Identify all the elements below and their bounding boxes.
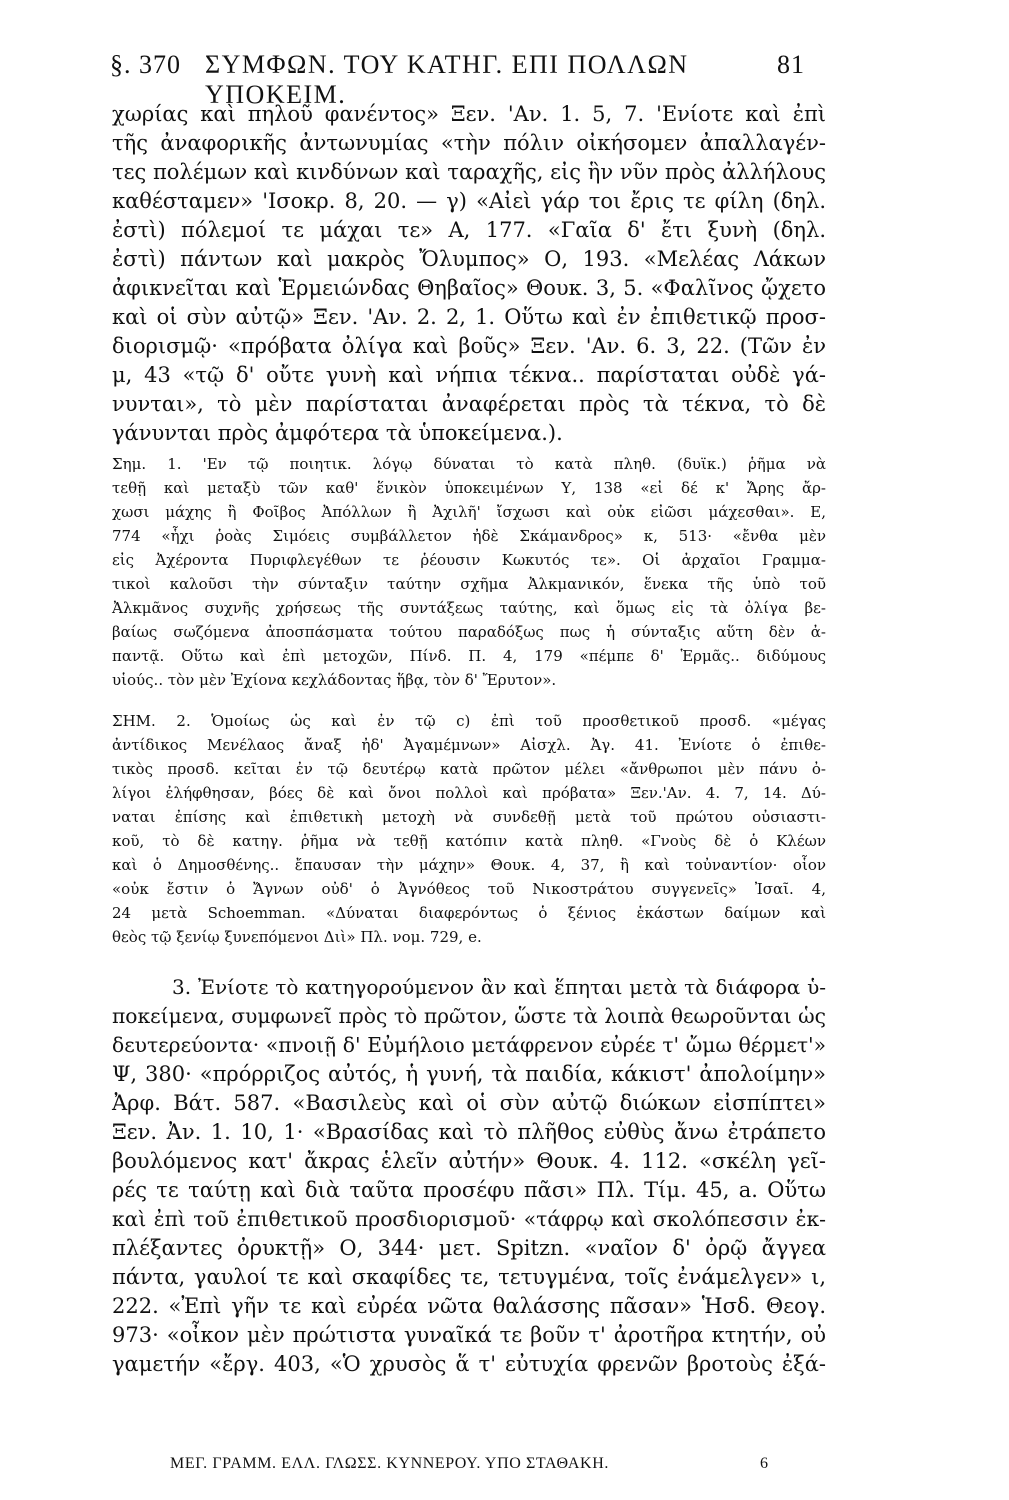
note-line: τεθῇ καὶ μεταξὺ τῶν καθ' ἕνικὸν ὑποκειμένων Υ, 138 «εἰ δέ κ' Ἄρης ἄρ- — [112, 479, 826, 497]
note-line: τικοὶ καλοῦσι τὴν σύνταξιν ταύτην σχῆμα Ἀλκμανικόν, ἕνεκα τῆς ὑπὸ τοῦ — [112, 575, 826, 593]
note-line: θεὸς τῷ ξενίῳ ξυνεπόμενοι Διὶ» Πλ. νομ. 729, e. — [112, 928, 482, 946]
text-line: δευτερεύοντα· «πνοιῇ δ' Εὐμήλοιο μετάφρενον εὐρέε τ' ὤμω θέρμετ'» — [112, 1033, 826, 1057]
page-footer — [170, 1455, 780, 1473]
text-line: πάντα, γαυλοί τε καὶ σκαφίδες τε, τετυγμένα, τοῖς ἐνάμελγεν» ι, — [112, 1265, 826, 1289]
text-line: ἀφικνεῖται καὶ Ἑρμειώνδας Θηβαῖος» Θουκ. 3, 5. «Φαλῖνος ᾤχετο — [112, 276, 826, 300]
text-line: 973· «οἶκον μὲν πρώτιστα γυναῖκά τε βοῦν τ' ἀροτῆρα κτητήν, οὐ — [112, 1323, 826, 1347]
note-line: 24 μετὰ Schoemman. «Δύναται διαφερόντως ὁ ξένιος ἑκάστων δαίμων καὶ — [112, 904, 826, 922]
note-line: ἀντίδικος Μενέλαος ἄναξ ἠδ' Ἀγαμέμνων» Αἰσχλ. Ἀγ. 41. Ἐνίοτε ὁ ἐπιθε- — [112, 736, 826, 754]
note-line: ΣΗΜ. 2. Ὁμοίως ὡς καὶ ἐν τῷ c) ἐπὶ τοῦ προσθετικοῦ προσδ. «μέγας — [112, 712, 826, 730]
note-line: «οὐκ ἔστιν ὁ Ἄγνων οὐδ' ὁ Ἀγνόθεος τοῦ Νικοστράτου συγγενεῖς» Ἰσαῖ. 4, — [112, 880, 826, 898]
paragraph-block-1 — [112, 100, 826, 448]
note-line: βαίως σωζόμενα ἀποσπάσματα τούτου παραδόξως πως ἡ σύνταξις αὕτη δὲν ἀ- — [112, 623, 826, 641]
text-line: ἐστὶ) πόλεμοί τε μάχαι τε» Α, 177. «Γαῖα δ' ἔτι ξυνὴ (δηλ. — [112, 218, 826, 242]
text-line: τες πολέμων καὶ κινδύνων καὶ ταραχῆς, εἰς ἣν νῦν πρὸς ἀλλήλους — [112, 160, 826, 184]
note-line: εἰς Ἀχέροντα Πυριφλεγέθων τε ῥέουσιν Κωκυτός τε». Οἱ ἀρχαῖοι Γραμμα- — [112, 551, 826, 569]
note-line: καὶ ὁ Δημοσθένης.. ἔπαυσαν τὴν μάχην» Θουκ. 4, 37, ἢ καὶ τοὐναντίον· οἷον — [112, 856, 826, 874]
note-line: Σημ. 1. 'Εν τῷ ποιητικ. λόγῳ δύναται τὸ κατὰ πληθ. (δυϊκ.) ῥῆμα νὰ — [112, 455, 826, 473]
footer-imprint: ΜΕΓ. ΓΡΑΜΜ. ΕΛΛ. ΓΛΩΣΣ. ΚΥΝΝΕΡΟΥ. ΥΠΟ ΣΤΑΘΑΚΗ. — [170, 1455, 609, 1472]
note-line: κοῦ, τὸ δὲ κατηγ. ῥῆμα νὰ τεθῇ κατόπιν κατὰ πληθ. «Γνοὺς δὲ ὁ Κλέων — [112, 832, 826, 850]
text-line: μ, 43 «τῷ δ' οὔτε γυνὴ καὶ νήπια τέκνα.. παρίσταται οὐδὲ γά- — [112, 363, 826, 387]
running-title: ΣΥΜΦΩΝ. ΤΟΥ ΚΑΤΗΓ. ΕΠΙ ΠΟΛΛΩΝ ΥΠΟΚΕΙΜ. — [205, 50, 689, 109]
text-line: νυνται», τὸ μὲν παρίσταται ἀναφέρεται πρὸς τὰ τέκνα, τὸ δὲ — [112, 392, 826, 416]
text-line: Ψ, 380· «πρόρριζος αὐτός, ἡ γυνή, τὰ παιδία, κάκιστ' ἀπολοίμην» — [112, 1062, 826, 1086]
section-number: §. 370 — [110, 50, 181, 79]
note-line: χωσι μάχης ἢ Φοῖβος Ἀπόλλων ἢ Ἀχιλῆ' ἴσχωσι καὶ οὐκ εἰῶσι μάχεσθαι». Ε, — [112, 503, 826, 521]
note-line: Ἀλκμᾶνος συχνῆς χρήσεως τῆς συντάξεως ταύτης, καὶ ὅμως εἰς τὰ ὀλίγα βε- — [112, 599, 826, 617]
text-line: τῆς ἀναφορικῆς ἀντωνυμίας «τὴν πόλιν οἰκήσομεν ἀπαλλαγέν- — [112, 131, 826, 155]
text-line: Ἀρφ. Βάτ. 587. «Βασιλεὺς καὶ οἱ σὺν αὐτῷ διώκων εἰσπίπτει» — [112, 1091, 826, 1115]
text-line: Ξεν. Ἀν. 1. 10, 1· «Βρασίδας καὶ τὸ πλῆθος εὐθὺς ἄνω ἐτράπετο — [112, 1120, 826, 1144]
running-header — [110, 50, 810, 109]
text-line: καὶ ἐπὶ τοῦ ἐπιθετικοῦ προσδιορισμοῦ· «τάφρῳ καὶ σκολόπεσσιν ἐκ- — [112, 1207, 826, 1231]
note-line: ναται ἐπίσης καὶ ἐπιθετικὴ μετοχὴ νὰ συνδεθῇ μετὰ τοῦ πρώτου οὐσιαστι- — [112, 808, 826, 826]
signature-mark: 6 — [760, 1455, 769, 1472]
text-line: ποκείμενα, συμφωνεῖ πρὸς τὸ πρῶτον, ὥστε τὰ λοιπὰ θεωροῦνται ὡς — [112, 1004, 826, 1028]
note-2 — [112, 709, 826, 949]
text-line: καὶ οἱ σὺν αὐτῷ» Ξεν. 'Αν. 2. 2, 1. Οὕτω καὶ ἐν ἐπιθετικῷ προσ- — [112, 305, 826, 329]
text-line: 3. Ἐνίοτε τὸ κατηγορούμενον ἂν καὶ ἕπηται μετὰ τὰ διάφορα ὑ- — [172, 975, 826, 999]
paragraph-block-2 — [112, 973, 826, 1379]
note-line: υἱούς.. τὸν μὲν Ἐχίονα κεχλάδοντας ἥβᾳ, τὸν δ' Ἔρυτον». — [112, 671, 557, 689]
note-line: 774 «ἧχι ῥοὰς Σιμόεις συμβάλλετον ἠδὲ Σκάμανδρος» κ, 513· «ἔνθα μὲν — [112, 527, 826, 545]
text-line: βουλόμενος κατ' ἄκρας ἑλεῖν αὐτήν» Θουκ. 4. 112. «σκέλη γεῖ- — [112, 1149, 826, 1173]
text-line: γάνυνται πρὸς ἀμφότερα τὰ ὑποκείμενα.). — [112, 421, 563, 445]
text-line: ἐστὶ) πάντων καὶ μακρὸς Ὄλυμπος» Ο, 193. «Μελέας Λάκων — [112, 247, 826, 271]
text-line: πλέξαντες ὀρυκτῇ» Ο, 344· μετ. Spitzn. «ναῖον δ' ὀρῷ ἄγγεα — [112, 1236, 826, 1260]
text-line: ρές τε ταύτῃ καὶ διὰ ταῦτα προσέφυ πᾶσι» Πλ. Τίμ. 45, a. Οὕτω — [112, 1178, 826, 1202]
text-line: χωρίας καὶ πηλοῦ φανέντος» Ξεν. 'Αν. 1. 5, 7. 'Ενίοτε καὶ ἐπὶ — [112, 102, 826, 126]
text-line: 222. «Ἐπὶ γῆν τε καὶ εὐρέα νῶτα θαλάσσης πᾶσαν» Ἡσδ. Θεογ. — [112, 1294, 826, 1318]
note-line: παντᾷ. Οὕτω καὶ ἐπὶ μετοχῶν, Πίνδ. Π. 4, 179 «πέμπε δ' Ἑρμᾶς.. διδύμους — [112, 647, 826, 665]
text-line: καθέσταμεν» 'Ισοκρ. 8, 20. — γ) «Αἰεὶ γάρ τοι ἔρις τε φίλη (δηλ. — [112, 189, 826, 213]
page-number: 81 — [777, 50, 805, 79]
note-1 — [112, 452, 826, 692]
text-line: γαμετήν «ἔργ. 403, «Ὁ χρυσὸς ἅ τ' εὐτυχία φρενῶν βροτοὺς ἐξά- — [112, 1352, 826, 1376]
text-line: διορισμῷ· «πρόβατα ὀλίγα καὶ βοῦς» Ξεν. 'Αν. 6. 3, 22. (Τῶν ἐν — [112, 334, 826, 358]
note-line: τικὸς προσδ. κεῖται ἐν τῷ δευτέρῳ κατὰ πρῶτον μέλει «ἄνθρωποι μὲν πάνυ ὀ- — [112, 760, 826, 778]
note-line: λίγοι ἐλήφθησαν, βόες δὲ καὶ ὄνοι πολλοὶ καὶ πρόβατα» Ξεν.'Αν. 4. 7, 14. Δύ- — [112, 784, 826, 802]
